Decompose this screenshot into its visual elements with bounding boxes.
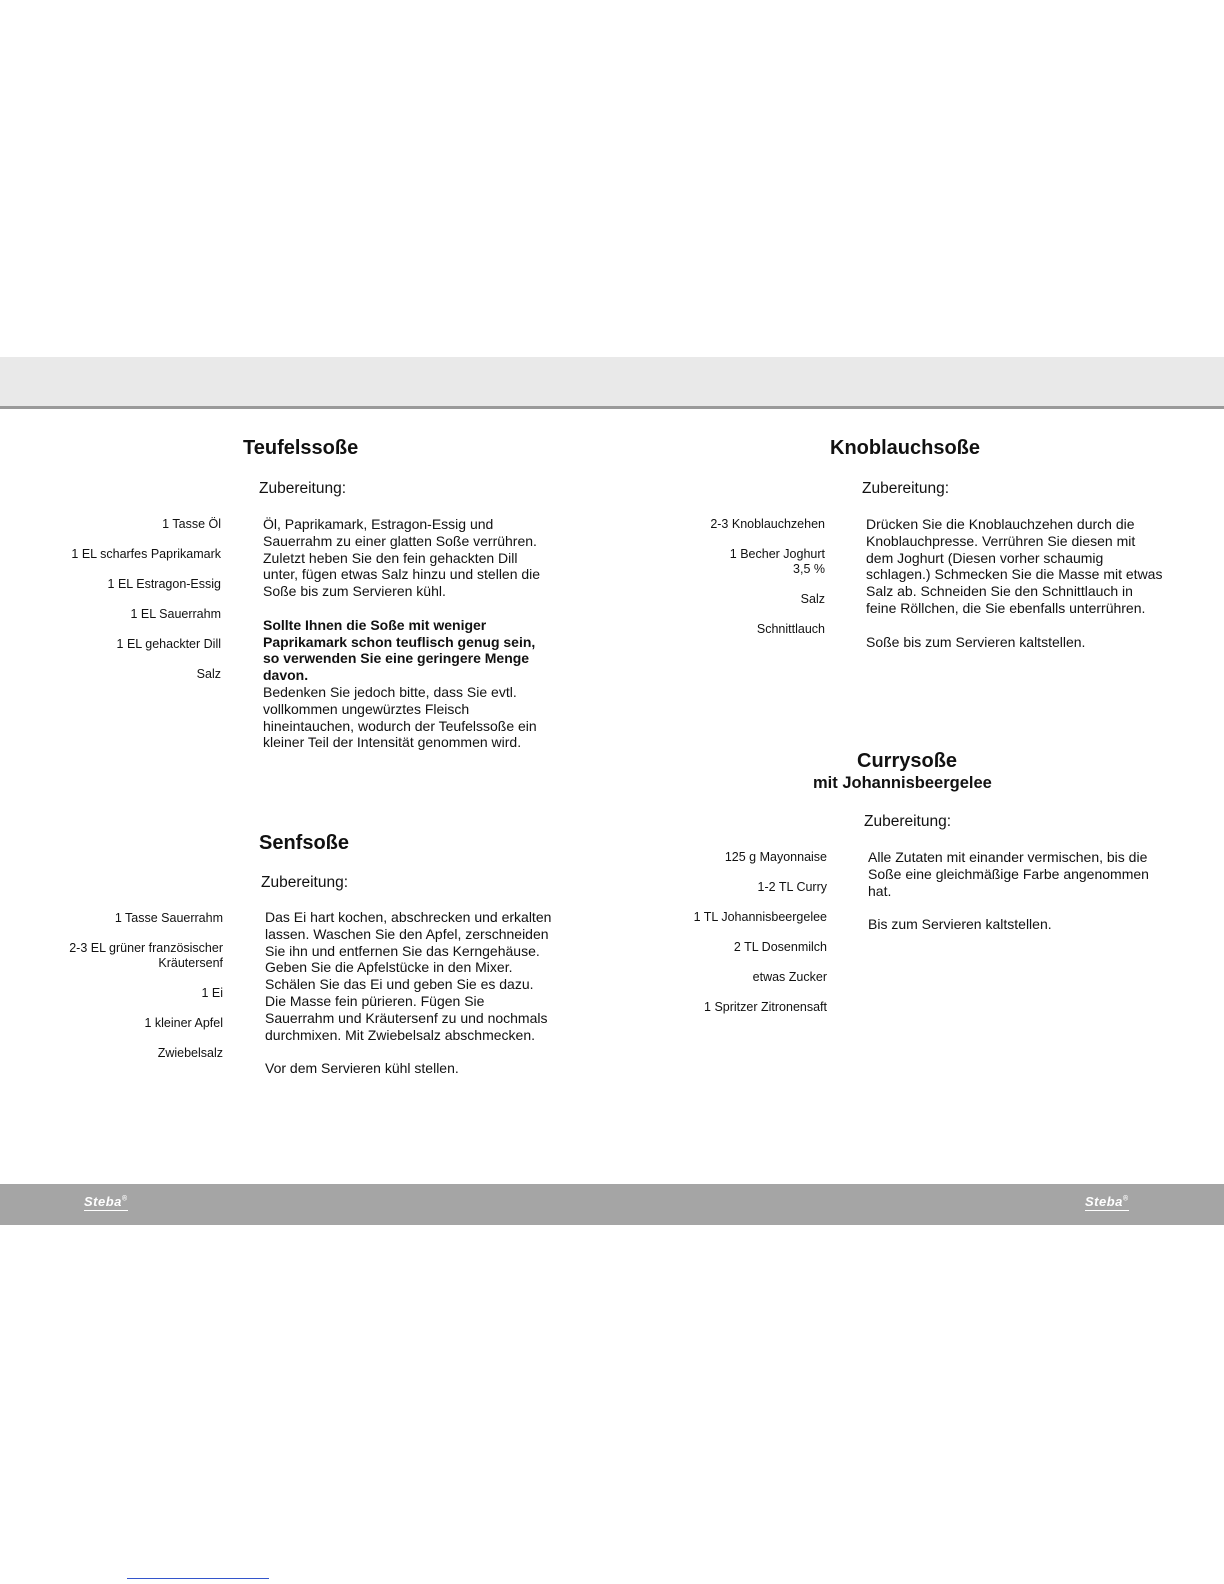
- ingredient: 1 Becher Joghurt 3,5 %: [729, 547, 825, 576]
- ingredient: 2-3 Knoblauchzehen: [710, 517, 825, 531]
- instructions-senfsosse: [265, 909, 555, 1094]
- instructions-currysosse: [868, 849, 1158, 950]
- prep-label-teufelssosse: Zubereitung:: [259, 480, 347, 497]
- ingredient: 1-2 TL Curry: [757, 880, 827, 894]
- instruction-paragraph: Vor dem Servieren kühl stellen.: [265, 1060, 459, 1077]
- instruction-paragraph: Soße bis zum Servieren kaltstellen.: [866, 633, 1086, 650]
- ingredient: 1 Tasse Sauerrahm: [114, 911, 223, 925]
- instructions-knoblauchsosse: [866, 516, 1166, 667]
- ingredient: 125 g Mayonnaise: [724, 850, 827, 864]
- footer-rule: [127, 1578, 269, 1579]
- logo-text: Steba: [1085, 1194, 1123, 1209]
- ingredient: 1 kleiner Apfel: [144, 1016, 223, 1030]
- ingredient: 1 TL Johannisbeergelee: [693, 910, 827, 924]
- ingredient-list-knoblauchsosse: [665, 517, 825, 652]
- steba-logo-left: [84, 1194, 128, 1211]
- instruction-paragraph: Das Ei hart kochen, abschrecken und erkalten lassen. Waschen Sie den Apfel, zerschneiden Sie ihn und entfernen Sie das Kerngehäuse. Geben Sie die Apfelstücke in den Mixer. Schälen Sie das Ei und geben Sie es dazu. Die Masse fein pürieren. Fügen Sie Sauerrahm und Kräutersenf zu und nochmals durchmixen. Mit Zwiebelsalz abschmecken.: [265, 909, 552, 1043]
- ingredient: 2 TL Dosenmilch: [733, 940, 827, 954]
- ingredient: 1 EL Estragon-Essig: [107, 577, 221, 591]
- ingredient: 1 Spritzer Zitronensaft: [704, 1000, 827, 1014]
- prep-label-senfsosse: Zubereitung:: [261, 874, 349, 891]
- ingredient: Schnittlauch: [756, 622, 825, 636]
- instruction-note: Sollte Ihnen die Soße mit weniger Paprikamark schon teuflisch genug sein, so verwenden Sie eine geringere Menge davon.: [263, 616, 536, 684]
- instruction-paragraph: Bis zum Servieren kaltstellen.: [868, 916, 1052, 933]
- prep-label-currysosse: Zubereitung:: [864, 813, 952, 830]
- recipe-title-currysosse: Currysoße: [857, 750, 958, 772]
- ingredient-list-senfsosse: [48, 911, 223, 1076]
- registered-mark: ®: [121, 1195, 128, 1203]
- recipe-title-senfsosse: Senfsoße: [259, 832, 350, 854]
- instruction-paragraph: Drücken Sie die Knoblauchzehen durch die Knoblauchpresse. Verrühren Sie diesen mit dem Joghurt (Diesen vorher schaumig schlagen.) Schmecken Sie die Masse mit etwas Salz ab. Schneiden Sie den Schnittlauch in feine Röllchen, die Sie ebenfalls unterrühren.: [866, 516, 1163, 616]
- ingredient: 1 EL scharfes Paprikamark: [71, 547, 221, 561]
- registered-mark: ®: [1122, 1195, 1129, 1203]
- instruction-paragraph: Öl, Paprikamark, Estragon-Essig und Sauerrahm zu einer glatten Soße verrühren. Zuletzt heben Sie den fein gehackten Dill unter, fügen etwas Salz hinzu und stellen die Soße bis zum Servieren kühl.: [263, 516, 541, 600]
- prep-label-knoblauchsosse: Zubereitung:: [862, 480, 950, 497]
- recipe-title-teufelssosse: Teufelssoße: [243, 437, 359, 459]
- ingredient: Salz: [800, 592, 825, 606]
- ingredient-list-currysosse: [657, 850, 827, 1030]
- instruction-paragraph: Alle Zutaten mit einander vermischen, bis die Soße eine gleichmäßige Farbe angenommen hat.: [868, 849, 1149, 899]
- instruction-paragraph: Bedenken Sie jedoch bitte, dass Sie evtl. vollkommen ungewürztes Fleisch hineintauchen, wodurch der Teufelssoße ein kleiner Teil der Intensität genommen wird.: [263, 683, 537, 751]
- ingredient: 1 EL gehackter Dill: [116, 637, 221, 651]
- ingredient: 2-3 EL grüner französischer Kräutersenf: [69, 941, 223, 970]
- header-band: [0, 357, 1224, 409]
- ingredient: 1 Tasse Öl: [162, 517, 221, 531]
- ingredient-list-teufelssosse: [41, 517, 221, 697]
- recipe-subtitle-currysosse: mit Johannisbeergelee: [813, 774, 992, 792]
- logo-text: Steba: [84, 1194, 122, 1209]
- ingredient: etwas Zucker: [752, 970, 827, 984]
- steba-logo-right: [1085, 1194, 1129, 1211]
- ingredient: Salz: [196, 667, 221, 681]
- ingredient: 1 EL Sauerrahm: [130, 607, 221, 621]
- recipe-title-knoblauchsosse: Knoblauchsoße: [830, 437, 981, 459]
- footer-band: [0, 1184, 1224, 1225]
- instructions-teufelssosse: [263, 516, 553, 768]
- ingredient: Zwiebelsalz: [157, 1046, 223, 1060]
- ingredient: 1 Ei: [201, 986, 223, 1000]
